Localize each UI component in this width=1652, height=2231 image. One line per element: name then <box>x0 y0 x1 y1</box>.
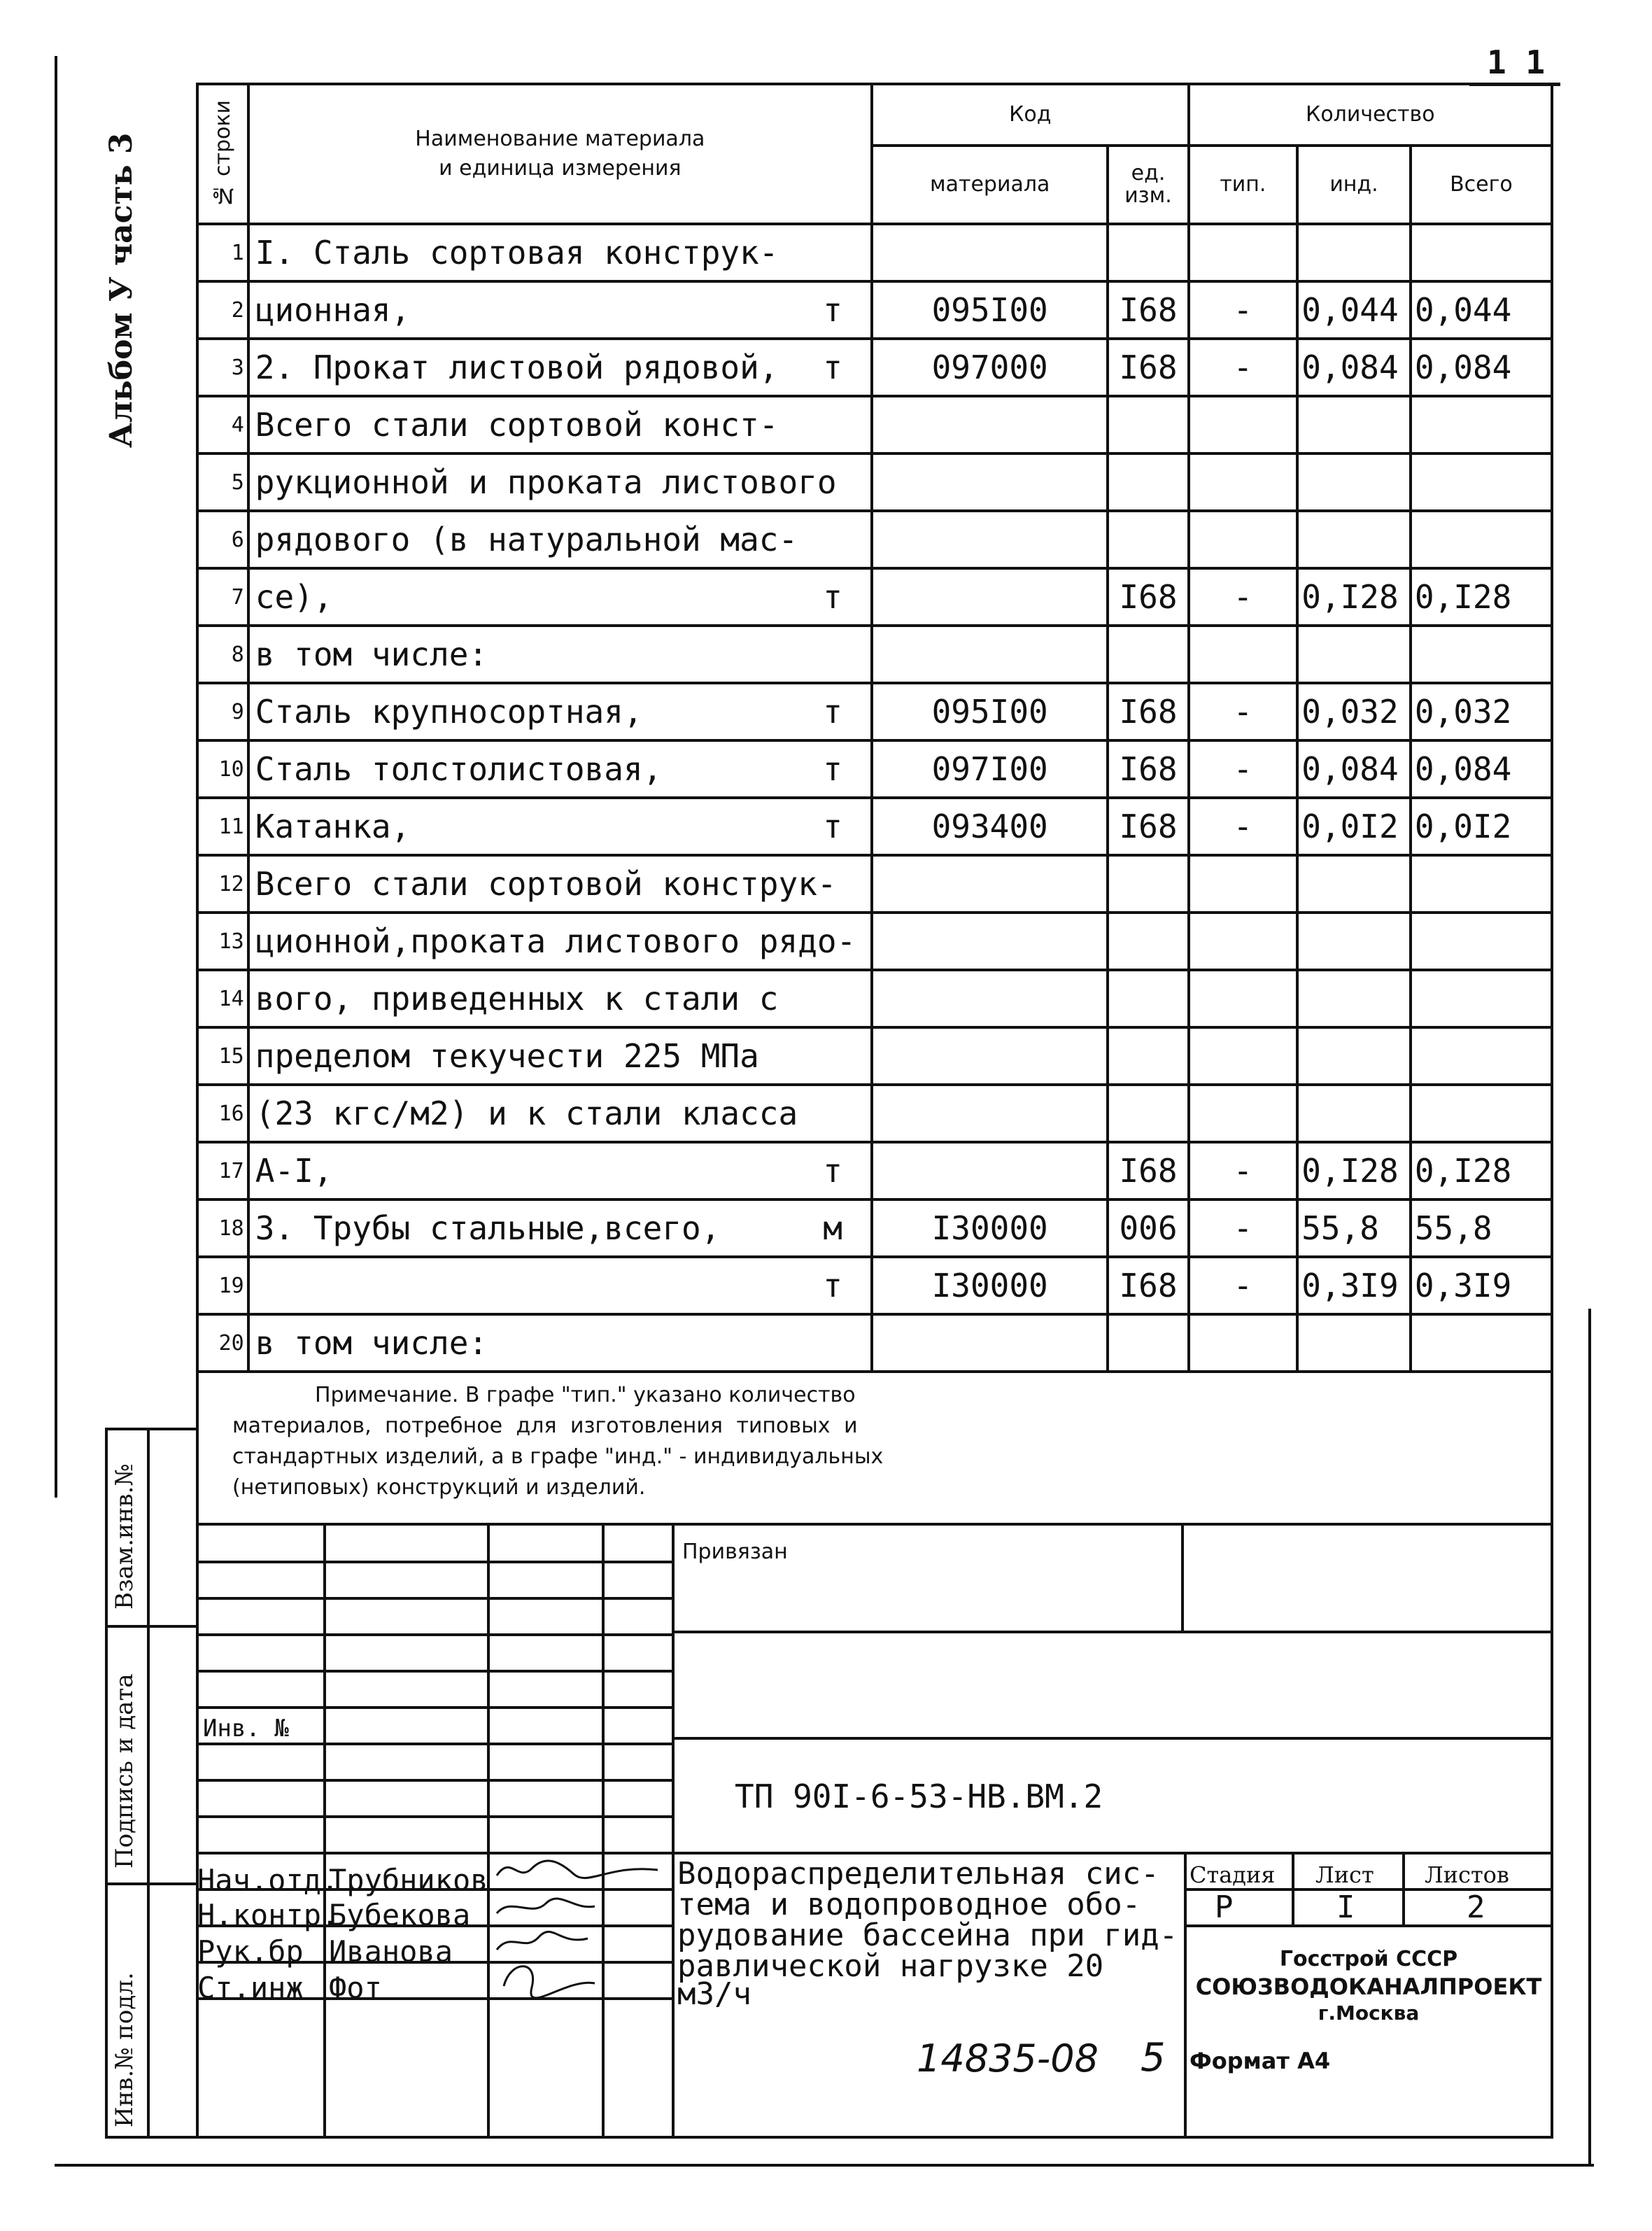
row-number: 19 <box>197 1257 248 1314</box>
header-total: Всего <box>1411 146 1552 224</box>
row-number: 5 <box>197 453 248 511</box>
staff-name-3: Иванова <box>329 1934 453 1969</box>
material-name <box>248 396 872 453</box>
material-name <box>248 568 872 626</box>
material-name <box>248 798 872 855</box>
unit-label: т <box>823 750 842 788</box>
material-name-text: пределом текучести 225 МПа <box>255 1037 759 1075</box>
note-line-1: Примечание. В графе "тип." указано количество <box>315 1383 856 1407</box>
qty-typ <box>1189 396 1298 453</box>
title-line-5: м3/ч <box>677 1976 751 2012</box>
qty-typ: - <box>1189 568 1298 626</box>
qty-ind <box>1297 511 1411 568</box>
album-label: Альбом У часть 3 <box>104 132 139 448</box>
privyazan-divider <box>1181 1523 1184 1631</box>
staff-name-4: Фот <box>329 1971 382 2005</box>
sheet-label: Лист <box>1315 1861 1374 1888</box>
header-name: Наименование материала и единица измерения <box>248 84 872 224</box>
tb-row-6 <box>196 1743 675 1745</box>
side-stamp-sep-2 <box>105 1882 199 1885</box>
material-name-text: ционная, <box>255 291 411 329</box>
unit-code: I68 <box>1108 281 1188 339</box>
header-typ: тип. <box>1189 146 1298 224</box>
unit-label: т <box>823 693 842 731</box>
table-row <box>197 1199 1552 1257</box>
material-code <box>872 913 1108 970</box>
qty-ind <box>1297 1085 1411 1142</box>
tb-row-9 <box>196 1852 1553 1855</box>
row-number: 1 <box>197 224 248 281</box>
bottom-border-line <box>55 2164 1594 2167</box>
material-code <box>872 568 1108 626</box>
stage-value: Р <box>1215 1889 1234 1925</box>
row-number: 7 <box>197 568 248 626</box>
qty-total <box>1411 626 1552 683</box>
unit-code <box>1108 913 1188 970</box>
row-number: 6 <box>197 511 248 568</box>
unit-code: 006 <box>1108 1199 1188 1257</box>
table-row <box>197 1085 1552 1142</box>
staff-role-1: Нач.отд. <box>197 1863 339 1897</box>
qty-typ: - <box>1189 1199 1298 1257</box>
material-name <box>248 1142 872 1199</box>
qty-typ: - <box>1189 798 1298 855</box>
row-number: 12 <box>197 855 248 913</box>
tb-col-3 <box>602 1523 605 2139</box>
qty-total <box>1411 396 1552 453</box>
left-border-line <box>55 56 57 1498</box>
note-line-4: (нетиповых) конструкций и изделий. <box>232 1475 646 1500</box>
header-quantity-group: Количество <box>1189 84 1552 146</box>
table-row <box>197 339 1552 396</box>
material-name <box>248 1314 872 1372</box>
qty-total: 0,I28 <box>1411 568 1552 626</box>
sheet-value: I <box>1336 1889 1355 1925</box>
tb-row-3 <box>196 1633 675 1636</box>
unit-code: I68 <box>1108 339 1188 396</box>
row-number: 11 <box>197 798 248 855</box>
document-code: ТП 90I-6-53-НВ.ВМ.2 <box>735 1778 1103 1815</box>
qty-total: 0,3I9 <box>1411 1257 1552 1314</box>
table-row <box>197 568 1552 626</box>
qty-total <box>1411 224 1552 281</box>
materials-table-body <box>197 224 1552 1372</box>
material-code <box>872 453 1108 511</box>
tb-row-5 <box>196 1706 675 1709</box>
title-line-4: равлической нагрузке 20 <box>677 1948 1104 1984</box>
unit-code: I68 <box>1108 798 1188 855</box>
side-stamp-divider <box>147 1428 150 2139</box>
stage-row-2 <box>1184 1924 1553 1927</box>
table-row <box>197 683 1552 740</box>
material-name-text: А-I, <box>255 1152 333 1190</box>
material-name <box>248 626 872 683</box>
qty-typ <box>1189 913 1298 970</box>
org-line-1: Госстрой СССР <box>1279 1947 1458 1971</box>
table-row <box>197 626 1552 683</box>
table-row <box>197 511 1552 568</box>
sheets-label: Листов <box>1425 1861 1509 1888</box>
table-row <box>197 453 1552 511</box>
footer-page-number: 5 <box>1141 2035 1166 2081</box>
qty-total: 0,I28 <box>1411 1142 1552 1199</box>
row-number: 10 <box>197 740 248 798</box>
qty-ind <box>1297 224 1411 281</box>
material-name <box>248 1199 872 1257</box>
table-row <box>197 740 1552 798</box>
side-stamp-inv-podl: Инв.№ подл. <box>111 1972 139 2127</box>
unit-code <box>1108 970 1188 1027</box>
table-row <box>197 970 1552 1027</box>
table-row <box>197 1027 1552 1085</box>
material-name-text: рядового (в натуральной мас- <box>255 521 798 558</box>
side-stamp-podpis: Подпись и дата <box>111 1673 139 1868</box>
qty-total <box>1411 1027 1552 1085</box>
qty-total <box>1411 913 1552 970</box>
tb-col-4 <box>672 1523 675 2139</box>
qty-typ <box>1189 1027 1298 1085</box>
row-number: 14 <box>197 970 248 1027</box>
unit-code <box>1108 396 1188 453</box>
unit-label: т <box>823 349 842 386</box>
table-row <box>197 1257 1552 1314</box>
header-unit-code: ед. изм. <box>1108 146 1188 224</box>
tb-row-2 <box>196 1597 675 1600</box>
qty-total: 0,084 <box>1411 339 1552 396</box>
material-name-text: Катанка, <box>255 808 411 845</box>
material-code: 095I00 <box>872 683 1108 740</box>
material-name-text: в том числе: <box>255 635 488 673</box>
org-line-2: СОЮЗВОДОКАНАЛПРОЕКТ <box>1195 1973 1542 2000</box>
material-code <box>872 855 1108 913</box>
qty-typ: - <box>1189 740 1298 798</box>
material-name-text: 2. Прокат листовой рядовой, <box>255 349 779 386</box>
handwritten-number: 14835-08 <box>917 2036 1099 2081</box>
qty-total <box>1411 855 1552 913</box>
qty-ind: 0,3I9 <box>1297 1257 1411 1314</box>
row-number: 9 <box>197 683 248 740</box>
qty-typ: - <box>1189 1257 1298 1314</box>
unit-code <box>1108 1085 1188 1142</box>
material-name <box>248 855 872 913</box>
header-ind: инд. <box>1297 146 1411 224</box>
unit-label: т <box>823 808 842 845</box>
material-name-text: I. Сталь сортовая конструк- <box>255 234 779 272</box>
row-number: 20 <box>197 1314 248 1372</box>
unit-label: м <box>823 1209 842 1247</box>
qty-typ <box>1189 453 1298 511</box>
unit-label: т <box>823 1152 842 1190</box>
title-line-1: Водораспределительная сис- <box>677 1856 1159 1892</box>
tb-row-1 <box>196 1561 675 1563</box>
qty-ind <box>1297 855 1411 913</box>
unit-code: I68 <box>1108 683 1188 740</box>
material-name-text: ционной,проката листового рядо- <box>255 922 856 960</box>
unit-code <box>1108 224 1188 281</box>
row-number: 17 <box>197 1142 248 1199</box>
stage-row-1 <box>1184 1888 1553 1891</box>
unit-code: I68 <box>1108 1142 1188 1199</box>
row-number: 15 <box>197 1027 248 1085</box>
qty-ind <box>1297 396 1411 453</box>
material-name <box>248 224 872 281</box>
qty-total <box>1411 453 1552 511</box>
material-name <box>248 281 872 339</box>
tb-row-8 <box>196 1815 675 1818</box>
material-code <box>872 970 1108 1027</box>
table-row <box>197 1142 1552 1199</box>
qty-total <box>1411 1314 1552 1372</box>
material-name-text: (23 кгс/м2) и к стали класса <box>255 1095 798 1132</box>
material-name <box>248 1085 872 1142</box>
material-code <box>872 1142 1108 1199</box>
table-row <box>197 913 1552 970</box>
qty-total <box>1411 970 1552 1027</box>
side-stamp-sep-1 <box>105 1625 199 1628</box>
tb-col-2 <box>487 1523 490 2139</box>
side-stamp-vzam: Взам.инв.№ <box>111 1463 139 1610</box>
unit-code <box>1108 511 1188 568</box>
table-row <box>197 281 1552 339</box>
qty-typ <box>1189 970 1298 1027</box>
code-area-top <box>672 1737 1553 1740</box>
qty-typ <box>1189 1085 1298 1142</box>
row-number: 3 <box>197 339 248 396</box>
table-row <box>197 798 1552 855</box>
unit-label: т <box>823 578 842 616</box>
qty-ind: 0,084 <box>1297 339 1411 396</box>
qty-ind <box>1297 626 1411 683</box>
row-number: 18 <box>197 1199 248 1257</box>
qty-typ: - <box>1189 683 1298 740</box>
unit-code: I68 <box>1108 1257 1188 1314</box>
material-name <box>248 511 872 568</box>
unit-label: т <box>823 1267 842 1304</box>
material-code <box>872 626 1108 683</box>
qty-ind: 0,032 <box>1297 683 1411 740</box>
qty-ind <box>1297 1027 1411 1085</box>
qty-ind: 0,044 <box>1297 281 1411 339</box>
qty-ind: 0,I28 <box>1297 1142 1411 1199</box>
qty-typ <box>1189 511 1298 568</box>
table-row <box>197 224 1552 281</box>
qty-ind <box>1297 970 1411 1027</box>
right-border-line <box>1588 1309 1591 2164</box>
table-row <box>197 1314 1552 1372</box>
privyazan-label: Привязан <box>682 1540 788 1564</box>
qty-ind: 0,0I2 <box>1297 798 1411 855</box>
material-name <box>248 970 872 1027</box>
qty-total <box>1411 1085 1552 1142</box>
qty-total: 0,032 <box>1411 683 1552 740</box>
qty-typ: - <box>1189 1142 1298 1199</box>
title-line-3: рудование бассейна при гид- <box>677 1917 1178 1953</box>
table-row <box>197 855 1552 913</box>
qty-total <box>1411 511 1552 568</box>
unit-code <box>1108 1027 1188 1085</box>
unit-code: I68 <box>1108 568 1188 626</box>
material-name <box>248 1257 872 1314</box>
header-code-group: Код <box>872 84 1189 146</box>
material-name-text: Сталь крупносортная, <box>255 693 643 731</box>
material-name-text: вого, приведенных к стали с <box>255 980 779 1018</box>
materials-table <box>196 83 1553 1373</box>
signature-strokes <box>490 1855 672 2001</box>
staff-role-2: Н.контр. <box>197 1898 339 1932</box>
qty-total: 0,044 <box>1411 281 1552 339</box>
format-label: Формат А4 <box>1189 2048 1331 2074</box>
privyazan-bottom <box>672 1631 1553 1633</box>
material-name-text: Всего стали сортовой конст- <box>255 406 779 444</box>
page-number-mark: 1 1 <box>1487 43 1546 81</box>
material-name <box>248 740 872 798</box>
staff-name-1: Трубников <box>329 1863 488 1897</box>
material-code: I30000 <box>872 1199 1108 1257</box>
material-code: 097000 <box>872 339 1108 396</box>
header-material: материала <box>872 146 1108 224</box>
qty-typ: - <box>1189 281 1298 339</box>
note-line-3: стандартных изделий, а в графе "инд." - индивидуальных <box>232 1444 884 1469</box>
tb-col-1 <box>323 1523 326 2139</box>
row-number: 8 <box>197 626 248 683</box>
qty-typ <box>1189 1314 1298 1372</box>
unit-code <box>1108 855 1188 913</box>
material-code <box>872 511 1108 568</box>
stage-label: Стадия <box>1189 1861 1276 1888</box>
material-name <box>248 453 872 511</box>
unit-label: т <box>823 291 842 329</box>
material-code: 097I00 <box>872 740 1108 798</box>
title-block-frame <box>196 1523 1553 2139</box>
material-code <box>872 396 1108 453</box>
qty-ind <box>1297 1314 1411 1372</box>
material-code: 095I00 <box>872 281 1108 339</box>
qty-ind <box>1297 913 1411 970</box>
qty-total: 55,8 <box>1411 1199 1552 1257</box>
material-name <box>248 339 872 396</box>
unit-code <box>1108 453 1188 511</box>
note-line-2: материалов, потребное для изготовления типовых и <box>232 1414 858 1438</box>
header-row-no: № строки <box>197 84 248 224</box>
material-code <box>872 1027 1108 1085</box>
staff-name-2: Бубекова <box>329 1898 471 1932</box>
unit-code <box>1108 626 1188 683</box>
table-row <box>197 396 1552 453</box>
tb-row-7 <box>196 1779 675 1782</box>
qty-ind <box>1297 453 1411 511</box>
qty-total: 0,0I2 <box>1411 798 1552 855</box>
material-code <box>872 224 1108 281</box>
material-code <box>872 1314 1108 1372</box>
qty-ind: 55,8 <box>1297 1199 1411 1257</box>
row-number: 13 <box>197 913 248 970</box>
qty-ind: 0,I28 <box>1297 568 1411 626</box>
qty-typ <box>1189 224 1298 281</box>
material-code <box>872 1085 1108 1142</box>
material-name-text: 3. Трубы стальные,всего, <box>255 1209 721 1247</box>
row-number: 16 <box>197 1085 248 1142</box>
qty-typ: - <box>1189 339 1298 396</box>
row-number: 4 <box>197 396 248 453</box>
material-code: 093400 <box>872 798 1108 855</box>
unit-code: I68 <box>1108 740 1188 798</box>
material-name-text: рукционной и проката листового <box>255 463 837 501</box>
sheets-value: 2 <box>1467 1889 1485 1925</box>
material-name-text: Сталь толстолистовая, <box>255 750 663 788</box>
qty-ind: 0,084 <box>1297 740 1411 798</box>
staff-role-3: Рук.бр <box>197 1934 304 1969</box>
qty-total: 0,084 <box>1411 740 1552 798</box>
inv-no-label: Инв. № <box>203 1715 289 1743</box>
material-name <box>248 1027 872 1085</box>
row-number: 2 <box>197 281 248 339</box>
unit-code <box>1108 1314 1188 1372</box>
org-line-3: г.Москва <box>1318 2001 1420 2025</box>
material-name <box>248 683 872 740</box>
material-name-text: се), <box>255 578 333 616</box>
title-line-2: тема и водопроводное обо- <box>677 1887 1141 1922</box>
material-name <box>248 913 872 970</box>
tb-row-4 <box>196 1670 675 1673</box>
qty-typ <box>1189 626 1298 683</box>
material-code: I30000 <box>872 1257 1108 1314</box>
material-name-text: Всего стали сортовой конструк- <box>255 865 837 903</box>
material-name-text: в том числе: <box>255 1324 488 1362</box>
qty-typ <box>1189 855 1298 913</box>
staff-role-4: Ст.инж <box>197 1971 304 2005</box>
